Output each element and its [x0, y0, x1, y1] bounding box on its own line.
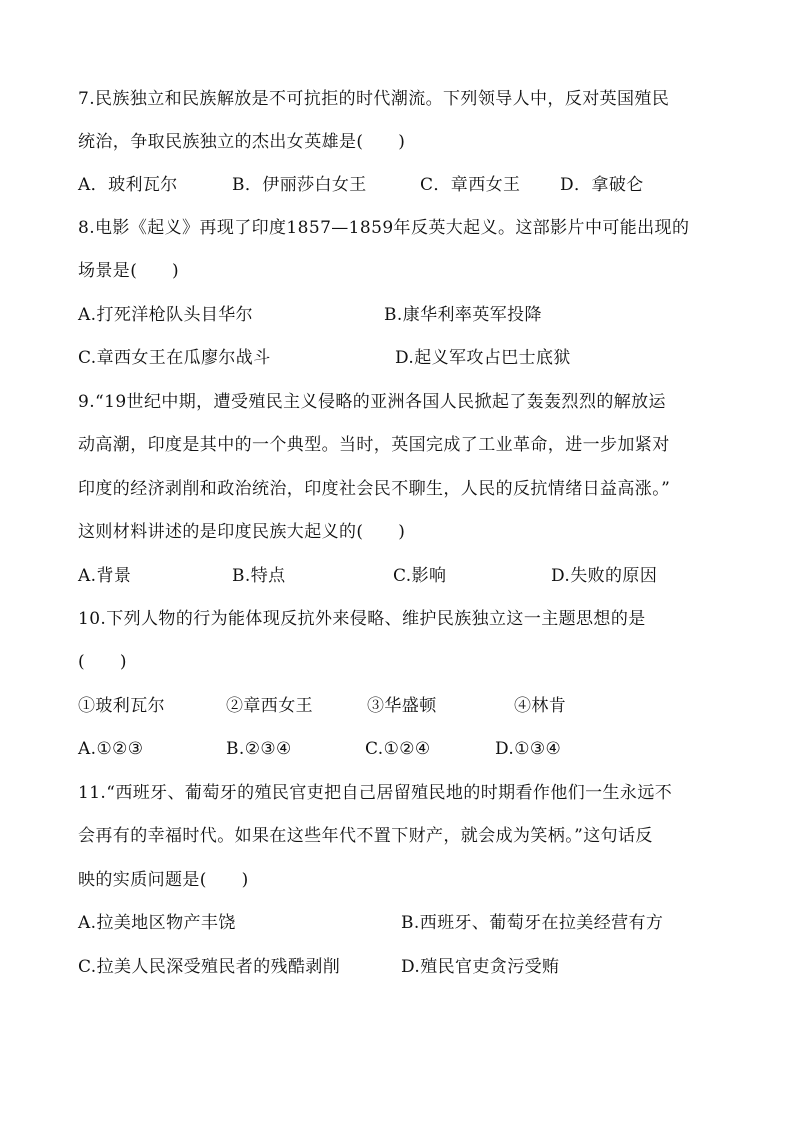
q7-option-b: B．伊丽莎白女王	[232, 175, 367, 195]
q11-option-a: A.拉美地区物产丰饶	[78, 913, 236, 933]
q10-item-3: ③华盛顿	[367, 696, 437, 716]
q11-stem-line-2: 会再有的幸福时代。如果在这些年代不置下财产，就会成为笑柄。”这句话反	[78, 826, 653, 846]
q10-item-2: ②章西女王	[226, 696, 313, 716]
q8-option-c: C.章西女王在瓜廖尔战斗	[78, 348, 271, 368]
q9-option-a: A.背景	[78, 566, 132, 586]
q10-option-c: C.①②④	[365, 739, 431, 759]
q11-option-b: B.西班牙、葡萄牙在拉美经营有方	[401, 913, 664, 933]
q7-stem-line-1: 7.民族独立和民族解放是不可抗拒的时代潮流。下列领导人中，反对英国殖民	[78, 89, 670, 109]
q11-option-c: C.拉美人民深受殖民者的残酷剥削	[78, 957, 341, 977]
q7-option-a: A．玻利瓦尔	[78, 175, 178, 195]
q10-option-a: A.①②③	[78, 739, 144, 759]
q8-stem-line-1: 8.电影《起义》再现了印度1857—1859年反英大起义。这部影片中可能出现的	[78, 218, 690, 238]
q11-stem-line-3: 映的实质问题是( )	[78, 870, 249, 890]
q9-stem-line-2: 动高潮，印度是其中的一个典型。当时，英国完成了工业革命，进一步加紧对	[78, 435, 670, 455]
q10-stem-line-2: ( )	[78, 652, 127, 672]
q9-option-b: B.特点	[232, 566, 286, 586]
q7-stem-line-2: 统治，争取民族独立的杰出女英雄是( )	[78, 132, 406, 152]
q7-option-d: D．拿破仑	[560, 175, 644, 195]
q11-stem-line-1: 11.“西班牙、葡萄牙的殖民官吏把自己居留殖民地的时期看作他们一生永远不	[78, 783, 673, 803]
q9-stem-line-4: 这则材料讲述的是印度民族大起义的( )	[78, 522, 406, 542]
q8-option-b: B.康华利率英军投降	[384, 305, 542, 325]
q10-item-4: ④林肯	[514, 696, 567, 716]
q7-option-c: C．章西女王	[420, 175, 521, 195]
q11-option-d: D.殖民官吏贪污受贿	[401, 957, 560, 977]
q9-stem-line-3: 印度的经济剥削和政治统治，印度社会民不聊生，人民的反抗情绪日益高涨。”	[78, 479, 671, 499]
q8-option-a: A.打死洋枪队头目华尔	[78, 305, 254, 325]
q9-option-c: C.影响	[393, 566, 447, 586]
q9-stem-line-1: 9.“19世纪中期，遭受殖民主义侵略的亚洲各国人民掀起了轰轰烈烈的解放运	[78, 392, 666, 412]
q10-stem-line-1: 10.下列人物的行为能体现反抗外来侵略、维护民族独立这一主题思想的是	[78, 609, 646, 629]
q10-option-d: D.①③④	[495, 739, 562, 759]
q10-item-1: ①玻利瓦尔	[78, 696, 165, 716]
q8-option-d: D.起义军攻占巴士底狱	[395, 348, 571, 368]
q8-stem-line-2: 场景是( )	[78, 261, 180, 281]
q9-option-d: D.失败的原因	[551, 566, 658, 586]
q10-option-b: B.②③④	[226, 739, 292, 759]
